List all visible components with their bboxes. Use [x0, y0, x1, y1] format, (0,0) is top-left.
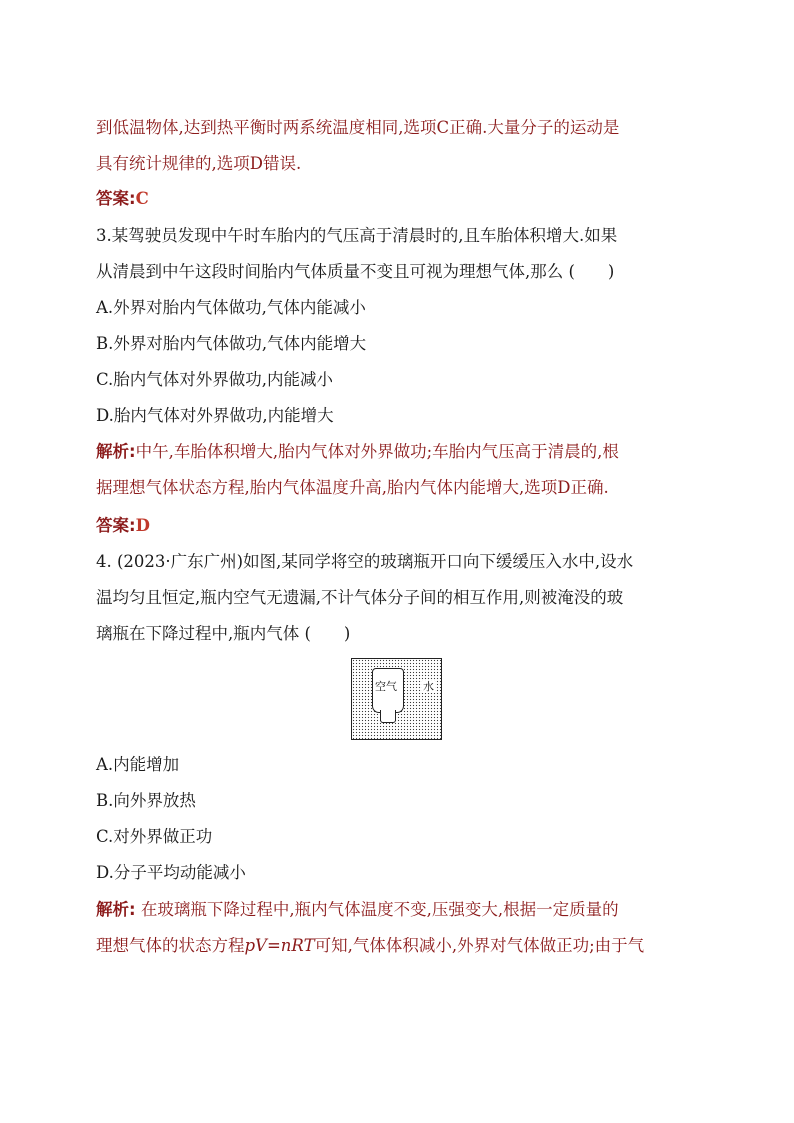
- explanation-label: 解析:: [96, 900, 136, 919]
- answer-value: D: [135, 516, 150, 535]
- q3-explanation-line-1: [96, 441, 619, 463]
- bottle-neck: [380, 710, 396, 723]
- explanation-text: 在玻璃瓶下降过程中,瓶内气体温度不变,压强变大,根据一定质量的: [140, 900, 619, 919]
- q4-option-c: C.对外界做正功: [96, 827, 213, 846]
- q3-explanation-line-2: 据理想气体状态方程,胎内气体温度升高,胎内气体内能增大,选项D正确.: [96, 478, 609, 497]
- q3-stem-line-2: 从清晨到中午这段时间胎内气体质量不变且可视为理想气体,那么 ( ): [96, 262, 615, 281]
- bottle-in-water-figure: [351, 658, 442, 740]
- explanation-text: 中午,车胎体积增大,胎内气体对外界做功;车胎内气压高于清晨的,根: [135, 442, 619, 461]
- prev-answer: [96, 188, 149, 210]
- explanation-label: 解析:: [96, 442, 136, 461]
- q3-option-d: D.胎内气体对外界做功,内能增大: [96, 406, 334, 425]
- q4-explanation-line-2: [96, 935, 644, 957]
- answer-label: 答案:: [96, 516, 136, 535]
- answer-value: C: [135, 189, 149, 208]
- water-label: 水: [423, 680, 434, 693]
- air-label: 空气: [375, 680, 397, 693]
- q4-explanation-line-1: [96, 899, 619, 921]
- q4-option-d: D.分子平均动能减小: [96, 863, 246, 882]
- answer-label: 答案:: [96, 189, 136, 208]
- q3-option-a: A.外界对胎内气体做功,气体内能减小: [96, 298, 366, 317]
- prev-explanation-line-1: 到低温物体,达到热平衡时两系统温度相同,选项C正确.大量分子的运动是: [96, 118, 620, 137]
- q3-stem-line-1: 3.某驾驶员发现中午时车胎内的气压高于清晨时的,且车胎体积增大.如果: [96, 226, 618, 245]
- prev-explanation-line-2: 具有统计规律的,选项D错误.: [96, 154, 302, 173]
- q4-stem-line-1: 4. (2023·广东广州)如图,某同学将空的玻璃瓶开口向下缓缓压入水中,设水: [96, 552, 634, 571]
- q3-option-c: C.胎内气体对外界做功,内能减小: [96, 370, 334, 389]
- q4-option-a: A.内能增加: [96, 755, 180, 774]
- q4-stem-line-2: 温均匀且恒定,瓶内空气无遗漏,不计气体分子间的相互作用,则被淹没的玻: [96, 588, 624, 607]
- q3-option-b: B.外界对胎内气体做功,气体内能增大: [96, 334, 367, 353]
- explanation-text: 理想气体的状态方程: [96, 936, 245, 955]
- explanation-text: 可知,气体体积减小,外界对气体做正功;由于气: [314, 936, 645, 955]
- q4-option-b: B.向外界放热: [96, 791, 196, 810]
- ideal-gas-formula: pV=nRT: [244, 936, 315, 955]
- q3-answer: [96, 515, 150, 537]
- q4-stem-line-3: 璃瓶在下降过程中,瓶内气体 ( ): [96, 624, 351, 643]
